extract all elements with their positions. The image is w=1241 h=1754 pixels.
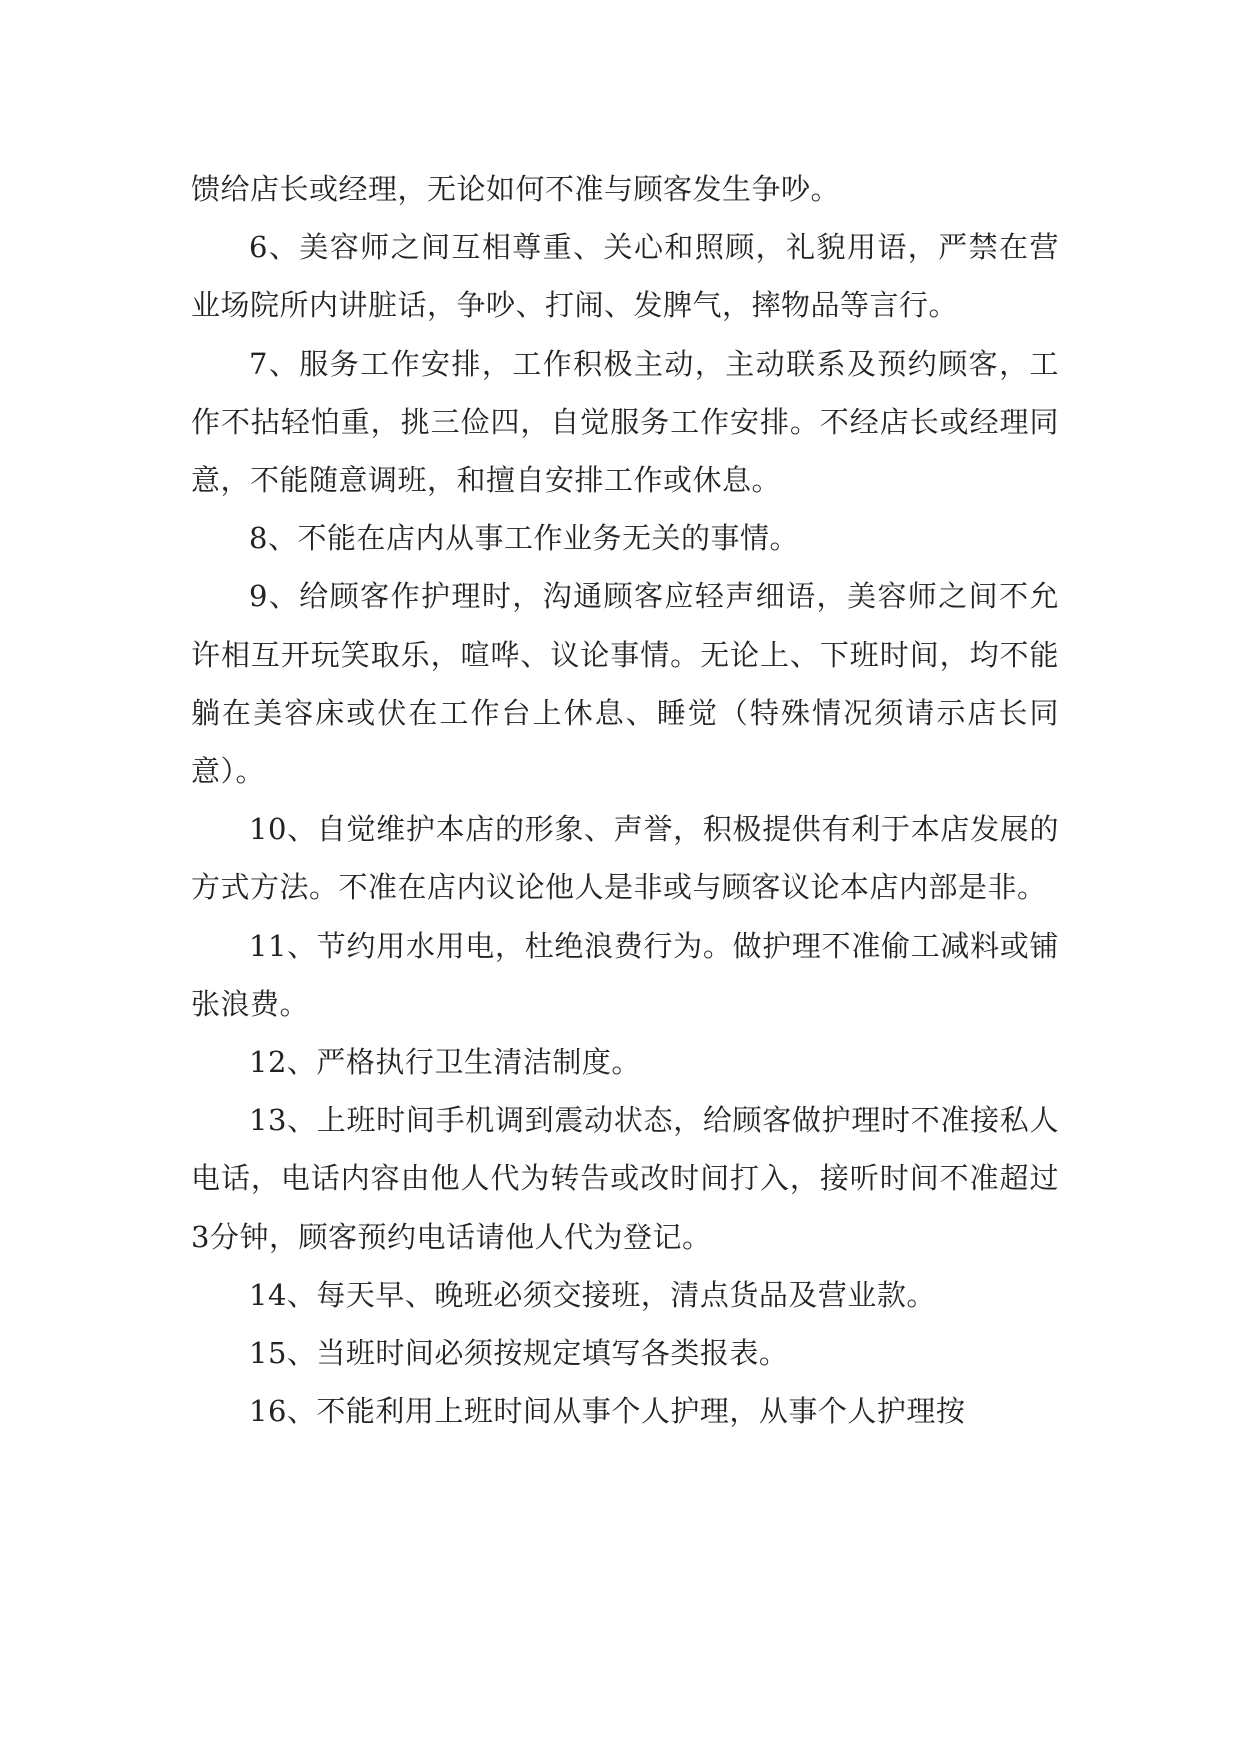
document-body — [191, 160, 1059, 1440]
paragraph-rule-16: 16、不能利用上班时间从事个人护理，从事个人护理按 — [249, 1394, 966, 1429]
paragraph-rule-8: 8、不能在店内从事工作业务无关的事情。 — [249, 521, 799, 556]
paragraph-rule-7: 7、服务工作安排，工作积极主动，主动联系及预约顾客，工作不拈轻怕重，挑三俭四，自觉服务工作安排。不经店长或经理同意，不能随意调班，和擅自安排工作或休息。 — [191, 346, 1059, 498]
paragraph-rule-12: 12、严格执行卫生清洁制度。 — [249, 1045, 641, 1080]
paragraph-continuation: 馈给店长或经理，无论如何不准与顾客发生争吵。 — [191, 172, 841, 206]
paragraph-rule-10: 10、自觉维护本店的形象、声誉，积极提供有利于本店发展的方式方法。不准在店内议论他人是非或与顾客议论本店内部是非。 — [191, 812, 1059, 905]
paragraph-rule-14: 14、每天早、晚班必须交接班，清点货品及营业款。 — [249, 1277, 936, 1312]
paragraph-rule-11: 11、节约用水用电，杜绝浪费行为。做护理不准偷工减料或铺张浪费。 — [191, 928, 1059, 1021]
paragraph-rule-15: 15、当班时间必须按规定填写各类报表。 — [249, 1336, 789, 1371]
paragraph-rule-9: 9、给顾客作护理时，沟通顾客应轻声细语，美容师之间不允许相互开玩笑取乐，喧哗、议论事情。无论上、下班时间，均不能躺在美容床或伏在工作台上休息、睡觉（特殊情况须请示店长同意）。 — [191, 579, 1059, 789]
paragraph-rule-6: 6、美容师之间互相尊重、关心和照顾，礼貌用语，严禁在营业场院所内讲脏话，争吵、打闹、发脾气，摔物品等言行。 — [191, 230, 1059, 323]
paragraph-rule-13: 13、上班时间手机调到震动状态，给顾客做护理时不准接私人电话，电话内容由他人代为转告或改时间打入，接听时间不准超过3分钟，顾客预约电话请他人代为登记。 — [191, 1103, 1059, 1254]
